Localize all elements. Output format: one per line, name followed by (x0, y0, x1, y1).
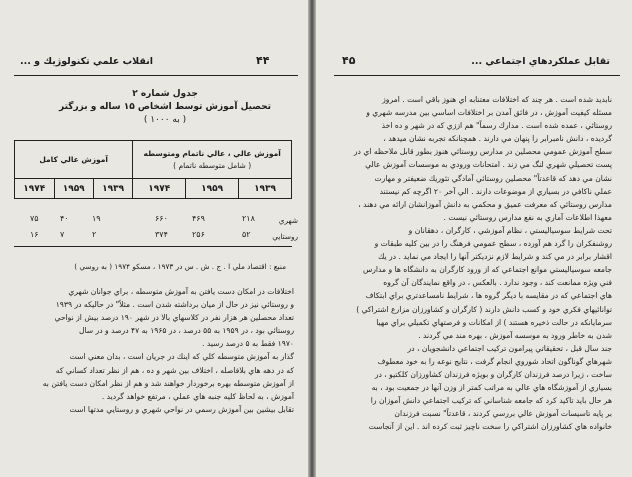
text-line: و روستائي نيز در حال از ميان برداشته شدن است . مثلاً" در حاليكه در ۱۹۳۹ (55, 300, 294, 310)
text-line: مدارس روستائي كه معرفت عميق و محكمي به دانش آموزانشان ارائه مي دهند ، (358, 199, 612, 209)
text-line: پست تحصيلي شهري لنگ مي زند . امتحانات ورودي به موسسات آموزش عالي (365, 160, 612, 170)
table-cell: ۴۰ (60, 214, 69, 223)
year-cell: ۱۹۳۹ (93, 179, 132, 199)
table-source: منبع : اقتصاد ملي ا . ج . ش . س در ۱۹۷۳ ، مسكو ۱۹۷۴ ( به روسي ) (74, 262, 286, 271)
text-line: روشنفكران را گرد هم آورده ، سطح عمومي فرهنگ را در بين كليه طبقات و (374, 239, 612, 249)
text-line: نابديد شده است . هر چند كه اختلافات معتنابه اي هنوز باقي است . امروز (382, 95, 612, 104)
right-body-text (332, 93, 612, 433)
text-line: مسئله كيفيت آموزش ، در فائق آمدن بر اختلافات اساسي بين مدرسه شهري و (366, 108, 612, 118)
table-row-rural (0, 230, 308, 242)
table-row-urban (0, 214, 308, 226)
left-body-text (14, 285, 294, 416)
text-line: ۱۹۷۰ فقط به ۵ درصد رسيد . (202, 339, 294, 349)
table-title-line: تحصيل آموزش توسط اشخاص ۱۵ ساله و بزرگتر (58, 102, 272, 112)
book-gutter (308, 0, 316, 477)
row-label-urban: شهري (278, 216, 298, 225)
table-cell: ۷۵ (30, 214, 39, 223)
table-cell: ۲۱۸ (242, 214, 255, 223)
text-line: فني ويژه ممانعت كند ، وجود ندارد . بالعكس ، در واقع نمايندگان آن گروه (383, 278, 612, 288)
col-a-header: آموزش عالي ، عالي ناتمام ومتوسطه ( شامل متوسطه ناتمام ) (133, 141, 292, 179)
table-cell: ۶۶۰ (155, 214, 168, 223)
left-page (0, 0, 308, 477)
text-line: جند سال قبل ، تحقيقاتي پيرامون تركيب اجتماعي دانشجويان ، در (407, 343, 612, 353)
table-cell: ۵۲ (242, 230, 251, 239)
text-line: توانائيهاي فكري خود و كسب دانش دارند ( كارگران و كشاورزان مزارع اشتراكي ) (356, 304, 612, 314)
col-b-header: آموزش عالي كامل (15, 141, 133, 179)
text-line: گرديده ، دانش نامبرابر را پنهان مي دارند . همچنانكه تجربه نشان ميدهد ، (383, 134, 612, 144)
left-running-head: انقلاب علمي تكنولوژيك و ... (20, 56, 154, 67)
table-cell: ۲ (92, 230, 97, 239)
text-line: شدن به خاطر ورود به موسسه آموزش ، بهره مند مي گردند . (418, 330, 612, 340)
text-line: از آموزش متوسطه بهره برخوردار خواهند شد و هم از نظر امكان دست يافتن به (42, 378, 294, 388)
table-cell: ۱۹ (92, 214, 101, 223)
table-title (40, 88, 290, 127)
table-bottom-rule (14, 246, 292, 247)
text-line: هر حال بايد تاكيد كرد كه جامعه شناساني كه تركيب اجتماعي دانش آموزان را (370, 396, 612, 406)
table-title-line: جدول شماره ۲ (132, 89, 198, 99)
table-cell: ۱۶ (30, 230, 39, 239)
data-table (14, 140, 292, 199)
text-line: بسياري از آموزشگاه هاي عالي به مراتب كمتر از وزن آنها در جمعيت بود ، به (371, 383, 612, 393)
left-page-number: ۴۴ (256, 54, 270, 67)
year-cell: ۱۹۷۴ (133, 179, 186, 199)
right-running-head: تقابل عملكردهاي اجتماعي ... (471, 56, 610, 67)
text-line: جامعه سوسياليستي موانع اجتماعي كه از ورود كارگران به دانشگاه ها و مدارس (362, 265, 612, 275)
year-cell: ۱۹۳۹ (239, 179, 292, 199)
text-line: تحت شرايط سوسياليستي ، نظام آموزشي ، كارگران ، دهقانان و (408, 225, 612, 235)
text-line: معهذا اطلاعات آماري به نفع مدارس روستائي نيست . (443, 212, 612, 222)
text-line: گذار به آموزش متوسطه كلي كه اينك در جريان است ، بدان معني است (69, 352, 294, 362)
text-line: روستائي ، عمده شده است . مدارك رسماً" هم اززي كه در شهر و ده اخذ (381, 121, 612, 131)
year-cell: ۱۹۵۹ (186, 179, 239, 199)
table-cell: ۳۷۴ (155, 230, 168, 239)
table-cell: ۲۵۶ (192, 230, 205, 239)
text-line: شهرهاي گوناگون اتحاد شوروي انجام گرفت ، نتايج نوعه را به خود معطوف (377, 356, 612, 366)
text-line: سطح آموزش عمومي محصلين در مدارس روستائي هنوز بطور قابل ملاحظه اي در (353, 147, 612, 157)
row-label-rural: روستايي (272, 232, 298, 241)
text-line: خانواده هاي كشاورزان اشتراكي را سخت ناچيز ثبت كرده اند . اين از آنجاست (368, 422, 612, 432)
table-cell: ۴۶۹ (192, 214, 205, 223)
text-line: ساخت ، زيرا درصد فرزندان كارگران و بويژه فرزندان كشاورزان كلكتيو ، در (374, 369, 612, 379)
table-cell: ۷ (60, 230, 65, 239)
year-cell: ۱۹۵۹ (54, 179, 93, 199)
text-line: بر پايه تاسيسات آموزش عالي بررسي كردند ، قاعدتاً" نسبت فرزندان (394, 409, 612, 419)
text-line: عملي ناكافي در بسياري از موضوعات دارند . الي آخر ۲۰ اگرچه كم نيستند (379, 186, 612, 196)
left-header-rule (14, 75, 298, 76)
text-line: سرمايانكه در حالت ذخيره هستند ) از امكانات و فرصتهاي تكميلي براي مهيا (376, 317, 612, 327)
right-header-rule (334, 75, 620, 76)
right-page-number: ۴۵ (342, 54, 356, 67)
text-line: تعداد محصلين هر هزار نفر در كلاسهاي بالا در شهر ۱۹۰ درصد بيش از نواحي (54, 313, 294, 323)
text-line: هاي اجتماعي كه در مقايسه با ديگر گروه ها ، شرايط نامساعدتري براي ابتكاف (365, 291, 612, 301)
year-cell: ۱۹۷۴ (15, 179, 55, 199)
text-line: نشان مي دهد كه قاعدتاً" محصلين روستائي آمادگي تئوريك ضعيفتر و مهارت (374, 173, 612, 183)
text-line: آموزش ، به لحاظ كليه جنبه هاي عملي ، مرتفع خواهد گرديد . (101, 391, 294, 401)
text-line: روستائي بود ، در ۱۹۵۹ به ۵۵ درصد ، در ۱۹۶۵ به ۴۷ درصد و در سال (78, 326, 294, 336)
text-line: تقابل بيشين بين آموزش رسمي در نواحي شهري و روستايي مدتها است (69, 404, 294, 414)
text-line: اختلافات در امكان دست يافتن به آموزش متوسطه ، براي جوانان شهري (68, 287, 294, 296)
right-page (316, 0, 632, 477)
text-line: اقشار برابر در مي كند و شرايط لازم نزديكتر آنها را ايجاد مي نمايد . در يك (378, 252, 612, 262)
text-line: كه در دهه هاي بلافاصله ، اختلاف بين شهر و ده ، هم از نظر تعداد كساني كه (55, 365, 294, 375)
table-title-line: ( به ۱۰۰۰ ) (143, 115, 187, 125)
